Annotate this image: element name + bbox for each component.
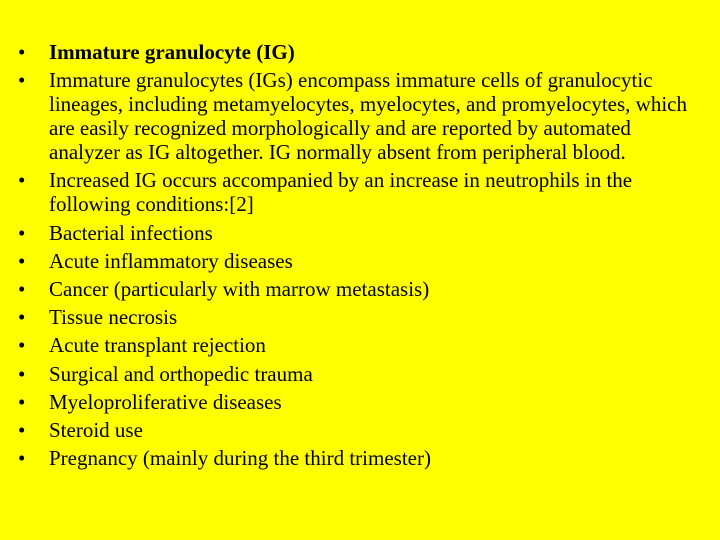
bullet-list bbox=[0, 40, 720, 470]
bullet-icon: • bbox=[18, 305, 26, 330]
bullet-text: Tissue necrosis bbox=[49, 305, 178, 330]
bullet-item-condition bbox=[18, 361, 689, 386]
bullet-icon: • bbox=[18, 248, 26, 273]
bullet-text: Pregnancy (mainly during the third trimester) bbox=[49, 446, 431, 471]
bullet-item-conditions-intro bbox=[18, 168, 689, 217]
bullet-item-condition bbox=[18, 389, 689, 414]
bullet-item-condition bbox=[18, 276, 689, 301]
bullet-item-condition bbox=[18, 220, 689, 245]
bullet-icon: • bbox=[18, 40, 26, 64]
bullet-item-condition bbox=[18, 248, 689, 273]
bullet-text: Steroid use bbox=[49, 417, 143, 442]
bullet-icon: • bbox=[18, 168, 26, 193]
bullet-text: Acute transplant rejection bbox=[49, 333, 266, 358]
bullet-item-definition bbox=[18, 68, 689, 165]
bullet-text: Acute inflammatory diseases bbox=[49, 248, 293, 273]
bullet-text: Increased IG occurs accompanied by an increase in neutrophils in the following conditions:[2] bbox=[49, 168, 633, 217]
bullet-text: Bacterial infections bbox=[49, 220, 213, 245]
bullet-icon: • bbox=[18, 389, 26, 414]
bullet-icon: • bbox=[18, 333, 26, 358]
bullet-icon: • bbox=[18, 68, 26, 93]
bullet-icon: • bbox=[18, 417, 26, 442]
bullet-icon: • bbox=[18, 446, 26, 471]
bullet-text: Immature granulocytes (IGs) encompass immature cells of granulocytic lineages, including metamyelocytes, myelocytes, and promyelocytes, which are easily recognized morphologically and are reported by automated analyzer as IG altogether. IG normally absent from peripheral blood. bbox=[49, 68, 687, 165]
bullet-icon: • bbox=[18, 361, 26, 386]
bullet-item-condition bbox=[18, 446, 689, 471]
bullet-text: Myeloproliferative diseases bbox=[49, 389, 282, 414]
bullet-text: Immature granulocyte (IG) bbox=[49, 40, 295, 64]
bullet-item-condition bbox=[18, 333, 689, 358]
bullet-icon: • bbox=[18, 220, 26, 245]
bullet-item-title bbox=[18, 40, 689, 64]
bullet-item-condition bbox=[18, 417, 689, 442]
bullet-text: Cancer (particularly with marrow metastasis) bbox=[49, 276, 430, 301]
bullet-text: Surgical and orthopedic trauma bbox=[49, 361, 313, 386]
bullet-item-condition bbox=[18, 305, 689, 330]
bullet-icon: • bbox=[18, 276, 26, 301]
